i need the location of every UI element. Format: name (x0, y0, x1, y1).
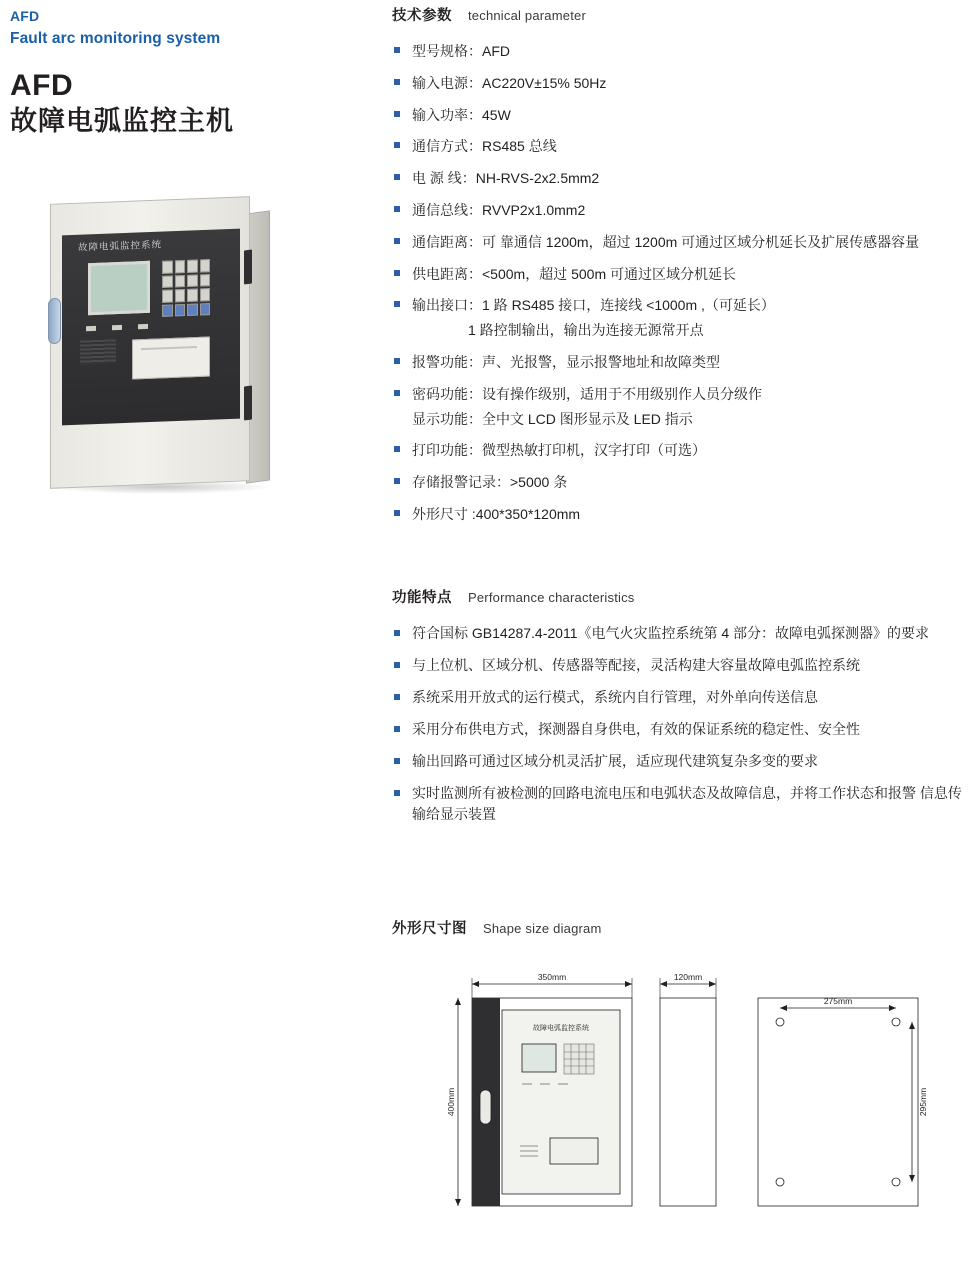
content-column (392, 0, 970, 1210)
door-hinge (244, 249, 252, 284)
keypad-key (187, 274, 198, 287)
keypad-key (162, 261, 173, 274)
lcd-screen (88, 261, 150, 315)
led (86, 326, 96, 331)
list-item-sub-display: 显示功能：全中文 LCD 图形显示及 LED 指示 (412, 410, 693, 427)
section-title-en: technical parameter (468, 8, 586, 23)
list-item: 外形尺寸 :400*350*120mm (392, 504, 970, 524)
page-title-cn: 故障电弧监控主机 (10, 105, 234, 136)
section-header-dimensions (392, 917, 970, 938)
section-title-en: Performance characteristics (468, 590, 635, 606)
keypad-key (162, 290, 173, 303)
keypad-key (200, 288, 211, 301)
section-title-cn: 技术参数 (392, 8, 452, 24)
list-item: 电 源 线：NH-RVS-2x2.5mm2 (392, 168, 970, 188)
list-item: 输入电源：AC220V±15% 50Hz (392, 73, 970, 93)
door-hinge (244, 385, 252, 420)
keypad-key (175, 260, 186, 273)
features-section (392, 586, 970, 825)
dim-label-height: 400mm (446, 1088, 456, 1117)
dim-label-mount-width: 275mm (823, 996, 853, 1007)
section-header-features (392, 586, 970, 607)
section-title-en: Shape size diagram (483, 921, 602, 937)
section-header-technical (392, 4, 970, 25)
cabinet-face-label: 故障电弧监控系统 (78, 239, 163, 254)
dimension-drawing (392, 960, 970, 1210)
printer-slot (132, 337, 210, 380)
product-header (0, 0, 360, 138)
list-item: 存储报警记录：>5000 条 (392, 472, 970, 492)
dim-front-face-label: 故障电弧监控系统 (533, 1025, 589, 1033)
keypad-key (187, 289, 198, 302)
list-item: 输出接口：1 路 RS485 接口，连接线 <1000m ,（可延长） (392, 295, 970, 315)
list-item: 与上位机、区域分机、传感器等配接，灵活构建大容量故障电弧监控系统 (392, 655, 970, 676)
section-title-cn: 功能特点 (392, 590, 452, 607)
list-item: 实时监测所有被检测的回路电流电压和电弧状态及故障信息，并将工作状态和报警 信息传输给显示装置 (392, 783, 970, 825)
keypad-key (187, 260, 198, 273)
page-title (10, 68, 360, 138)
list-item: 报警功能：声、光报警，显示报警地址和故障类型 (392, 352, 970, 372)
dim-label-mount-height: 295mm (918, 1088, 928, 1117)
section-title-cn: 外形尺寸图 (392, 921, 467, 938)
led (112, 325, 122, 330)
dim-label-width: 350mm (537, 972, 567, 983)
feature-list (392, 623, 970, 825)
list-item-sub-output: 1 路控制输出，输出为连接无源常开点 (468, 322, 704, 339)
keypad-key (162, 275, 173, 288)
technical-parameter-list-tail (392, 440, 970, 524)
led (138, 324, 148, 329)
keypad-key-blue (187, 303, 198, 316)
list-item: 符合国标 GB14287.4-2011《电气火灾监控系统第 4 部分：故障电弧探测器》的要求 (392, 623, 970, 644)
keypad-key (175, 275, 186, 288)
product-photo (40, 190, 290, 510)
keypad-key (200, 259, 211, 272)
list-item: 打印功能：微型热敏打印机，汉字打印（可选） (392, 440, 970, 460)
list-item: 输入功率：45W (392, 105, 970, 125)
technical-parameter-list-continued (392, 352, 970, 404)
keypad-key-blue (175, 304, 186, 317)
keypad (162, 259, 210, 317)
list-item: 输出回路可通过区域分机灵活扩展，适应现代建筑复杂多变的要求 (392, 751, 970, 772)
list-item: 型号规格：AFD (392, 41, 970, 61)
keypad-key-blue (200, 303, 211, 316)
brand-subtitle-en: Fault arc monitoring system (10, 30, 221, 47)
list-item: 通信距离：可 靠通信 1200m，超过 1200m 可通过区域分机延长及扩展传感器容量 (392, 232, 970, 252)
speaker-grille (80, 339, 116, 364)
list-item: 供电距离：<500m，超过 500m 可通过区域分机延长 (392, 264, 970, 284)
list-item: 采用分布供电方式，探测器自身供电，有效的保证系统的稳定性、安全性 (392, 719, 970, 740)
list-item: 通信方式：RS485 总线 (392, 136, 970, 156)
keypad-key-blue (162, 304, 173, 317)
keypad-key (175, 289, 186, 302)
dimensions-section (392, 917, 970, 1210)
page-title-en: AFD (10, 69, 74, 103)
keypad-key (200, 274, 211, 287)
door-lock (48, 298, 61, 344)
technical-parameter-list (392, 41, 970, 316)
brand-code: AFD (10, 8, 40, 24)
list-item: 密码功能：设有操作级别，适用于不用级别作人员分级作 (392, 384, 970, 404)
list-item: 系统采用开放式的运行模式，系统内自行管理，对外单向传送信息 (392, 687, 970, 708)
list-item: 通信总线：RVVP2x1.0mm2 (392, 200, 970, 220)
dim-label-depth: 120mm (673, 972, 703, 983)
